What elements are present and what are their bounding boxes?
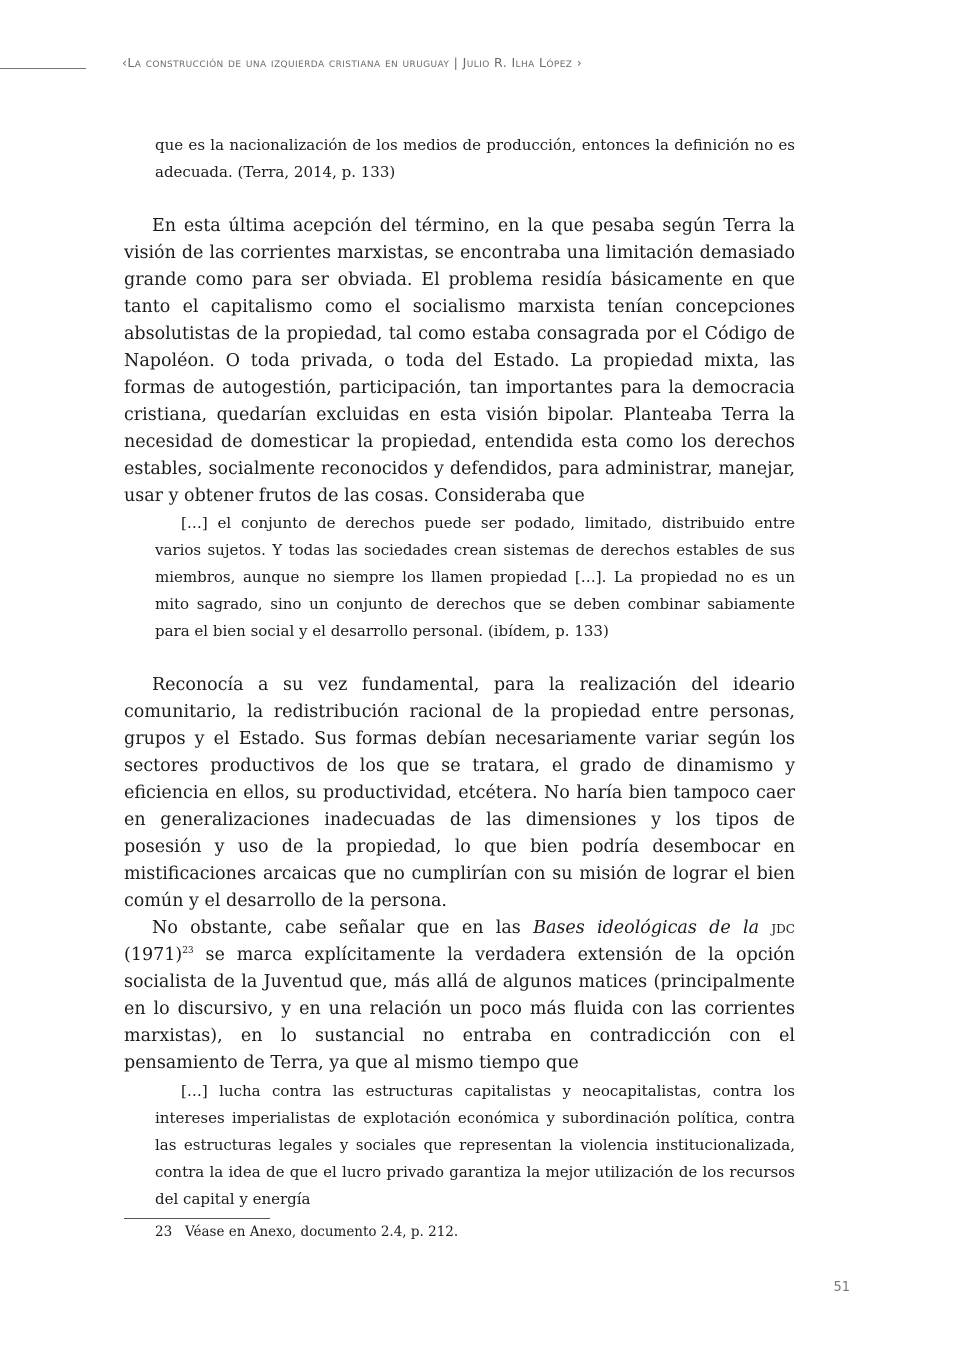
paragraph-3-italic-title: Bases ideológicas de la	[533, 918, 760, 938]
footnote	[155, 1222, 795, 1242]
paragraph-3-pre: No obstante, cabe señalar que en las	[152, 918, 534, 938]
footnote-text: Véase en Anexo, documento 2.4, p. 212.	[185, 1224, 459, 1240]
running-header: ‹La construcción de una izquierda cristiana en uruguay | Julio R. Ilha López ›	[122, 55, 583, 70]
block-quote-1	[155, 132, 795, 186]
block-quote-1-text: que es la nacionalización de los medios de producción, entonces la definición no es adecuada. (Terra, 2014, p. 133)	[155, 136, 795, 181]
block-quote-3-text: […] lucha contra las estructuras capitalistas y neocapitalistas, contra los intereses imperialistas de explotación económica y subordinación política, contra las estructuras legales y sociales que representan la violencia institucionalizada, contra la idea de que el lucro privado garantiza la mejor utilización de los recursos del capital y energía	[155, 1082, 795, 1208]
footnote-ref: 23	[182, 946, 194, 957]
paragraph-2-text: Reconocía a su vez fundamental, para la realización del ideario comunitario, la redistribución racional de la propiedad entre personas, grupos y el Estado. Sus formas debían necesariamente variar según los sectores productivos de los que se tratara, el grado de dinamismo y eficiencia en ellos, su productividad, etcétera. No haría bien tampoco caer en generalizaciones inadecuadas de las dimensiones y los tipos de posesión y uso de la propiedad, lo que bien podría desembocar en mistificaciones arcaicas que no cumplirían con su misión de lograr el bien común y el desarrollo de la persona.	[124, 675, 795, 911]
paragraph-1-text: En esta última acepción del término, en la que pesaba según Terra la visión de las corrientes marxistas, se encontraba una limitación demasiado grande como para ser obviada. El problema residía básicamente en que tanto el capitalismo como el socialismo marxista tenían concepciones absolutistas de la propiedad, tal como estaba consagrada por el Código de Napoléon. O toda privada, o toda del Estado. La propiedad mixta, las formas de autogestión, participación, tan importantes para la democracia cristiana, quedarían excluidas en esta visión bipolar. Planteaba Terra la necesidad de domesticar la propiedad, entendida esta como los derechos estables, socialmente reconocidos y defendidos, para administrar, manejar, usar y obtener frutos de las cosas. Consideraba que	[124, 216, 795, 506]
paragraph-3	[124, 915, 795, 1077]
block-quote-2	[155, 510, 795, 645]
paragraph-2	[124, 672, 795, 1077]
footnote-number: 23	[155, 1224, 173, 1240]
header-rule	[0, 68, 86, 69]
paragraph-3-abbr: jdc	[771, 918, 795, 938]
page-number: 51	[833, 1280, 850, 1295]
block-quote-3	[155, 1078, 795, 1213]
paragraph-1	[124, 213, 795, 510]
footnote-rule	[124, 1218, 270, 1219]
paragraph-3-post: se marca explícitamente la verdadera extensión de la opción socialista de la Juventud que, más allá de algunos matices (principalmente en lo discursivo, y en una relación un poco más fluida con las corrientes marxistas), en lo sustancial no entraba en contradicción con el pensamiento de Terra, ya que al mismo tiempo que	[124, 945, 795, 1073]
block-quote-2-text: […] el conjunto de derechos puede ser podado, limitado, distribuido entre varios sujetos. Y todas las sociedades crean sistemas de derechos estables de sus miembros, aunque no siempre los llamen propiedad […]. La propiedad no es un mito sagrado, sino un conjunto de derechos que se deben combinar sabiamente para el bien social y el desarrollo personal. (ibídem, p. 133)	[155, 514, 795, 640]
paragraph-3-year: (1971)	[124, 945, 183, 965]
